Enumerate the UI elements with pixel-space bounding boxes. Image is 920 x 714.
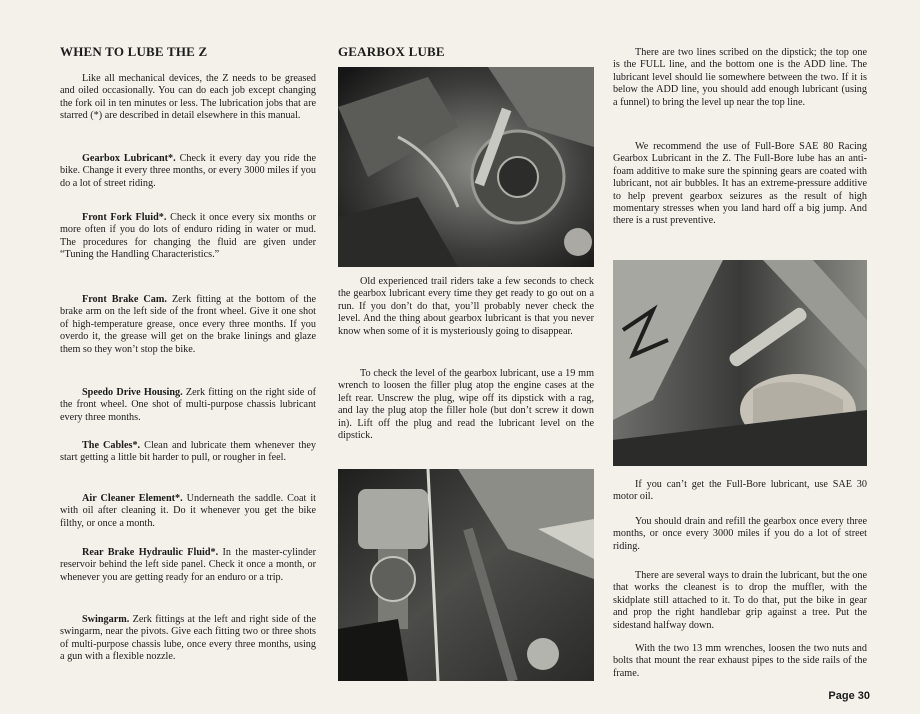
item-air-cleaner-element [60,493,316,530]
dipstick-paragraph: There are two lines scribed on the dipstick; the top one is the FULL line, and the bottom one is the ADD line. The lubricant level should lie somewhere between the two. If it is below the ADD line, you should add enough lubricant (using a funnel) to bring the level up near the top line. [613,47,867,108]
item-title: Front Fork Fluid*. [82,212,167,223]
item-front-fork-fluid [60,212,316,262]
motor-oil-paragraph: If you can’t get the Full-Bore lubricant, use SAE 30 motor oil. [613,479,867,503]
item-speedo-drive-housing [60,387,316,424]
item-title: The Cables*. [82,440,141,451]
section-heading-gearbox-lube: GEARBOX LUBE [338,44,445,59]
item-text: Clean and lubricate them whenever they start getting a little bit harder to pull, or rougher in feel. [60,440,316,464]
item-text: Check it once every six months or more often if you do lots of enduro riding in water or mud. The procedures for changing the fluid are given under “Tuning the Handling Characteristics.” [60,212,316,261]
item-text: Zerk fittings at the left and right side of the swingarm, near the pivots. Give each fitting two or three shots of multi-purpose chassis lube, once every three months, using a gun with a flexible nozzle. [60,614,316,663]
item-front-brake-cam [60,294,316,356]
section-heading-when-to-lube: WHEN TO LUBE THE Z [60,44,208,59]
item-swingarm [60,614,316,664]
drain-refill-paragraph: You should drain and refill the gearbox once every three months, or once every 3000 miles if you do a lot of street riding. [613,516,867,552]
item-text: Check it every day you ride the bike. Change it every three months, or every 3000 miles if you do a lot of street riding. [60,153,316,189]
intro-paragraph: Like all mechanical devices, the Z needs to be greased and oiled occasionally. You can do each job except changing the fork oil in ten minutes or less. The lubrication jobs that are starred (*) are described in detail elsewhere in this manual. [60,73,316,122]
photo-carburetor-area-image [338,469,594,681]
item-title: Gearbox Lubricant*. [82,153,176,164]
item-title: Speedo Drive Housing. [82,387,183,398]
item-the-cables [60,440,316,465]
wrenches-paragraph: With the two 13 mm wrenches, loosen the two nuts and bolts that mount the rear exhaust pipes to the side rails of the frame. [613,643,867,679]
photo-loosening-filler-plug [613,260,867,466]
photo-loosening-filler-plug-image [613,260,867,466]
full-bore-paragraph: We recommend the use of Full-Bore SAE 80 Racing Gearbox Lubricant in the Z. The Full-Bore lube has an anti-foam additive to make sure the spinning gears are coated with lubricant, not air bubbles. It has an extreme-pressure additive to help prevent gearbox seizures as the result of high momentary stresses when you land hard off a big jump. And there is a rust preventive. [613,141,867,227]
photo-engine-filler-plug-image [338,67,594,267]
item-text: In the master-cylinder reservoir behind the left side panel. Check it once a month, or whenever you are getting ready for an enduro or a trip. [60,547,316,583]
page-number: Page 30 [828,690,870,702]
drain-method-paragraph: There are several ways to drain the lubricant, but the one that works the cleanest is to drop the muffler, with the skidplate still attached to it. To do that, put the bike in gear and prop the right handlebar grip against a tree. Put the sidestand halfway down. [613,570,867,631]
item-text: Zerk fitting on the right side of the front wheel. One shot of multi-purpose chassis lubricant every three months. [60,387,316,423]
photo-engine-filler-plug [338,67,594,267]
photo-carburetor-area [338,469,594,681]
item-title: Swingarm. [82,614,130,625]
item-text: Zerk fitting at the bottom of the brake arm on the left side of the front wheel. Give it one shot of high-temperature grease, once every three months. If you overdo it, the grease will get on the brake linings and glaze them so they won’t stop the bike. [60,294,316,355]
item-gearbox-lubricant [60,153,316,190]
item-title: Rear Brake Hydraulic Fluid*. [82,547,219,558]
item-text: Underneath the saddle. Coat it with oil after cleaning it. Do it whenever you get the bike filthy, or once a month. [60,493,316,529]
gearbox-paragraph-1: Old experienced trail riders take a few seconds to check the gearbox lubricant every time they get ready to go out on a run. If you don’t do that, you’ll probably never check the level. And the thing about gearbox lubricant is that you never know when some of it is mysteriously going to disappear. [338,276,594,337]
gearbox-paragraph-2: To check the level of the gearbox lubricant, use a 19 mm wrench to loosen the filler plug atop the engine cases at the left rear. Unscrew the plug, wipe off its dipstick with a rag, and lay the plug atop the filler hole (but don’t screw it down in). Lift off the plug and read the lubricant level on the dipstick. [338,368,594,442]
item-title: Air Cleaner Element*. [82,493,183,504]
item-rear-brake-hydraulic-fluid [60,547,316,584]
item-title: Front Brake Cam. [82,294,167,305]
